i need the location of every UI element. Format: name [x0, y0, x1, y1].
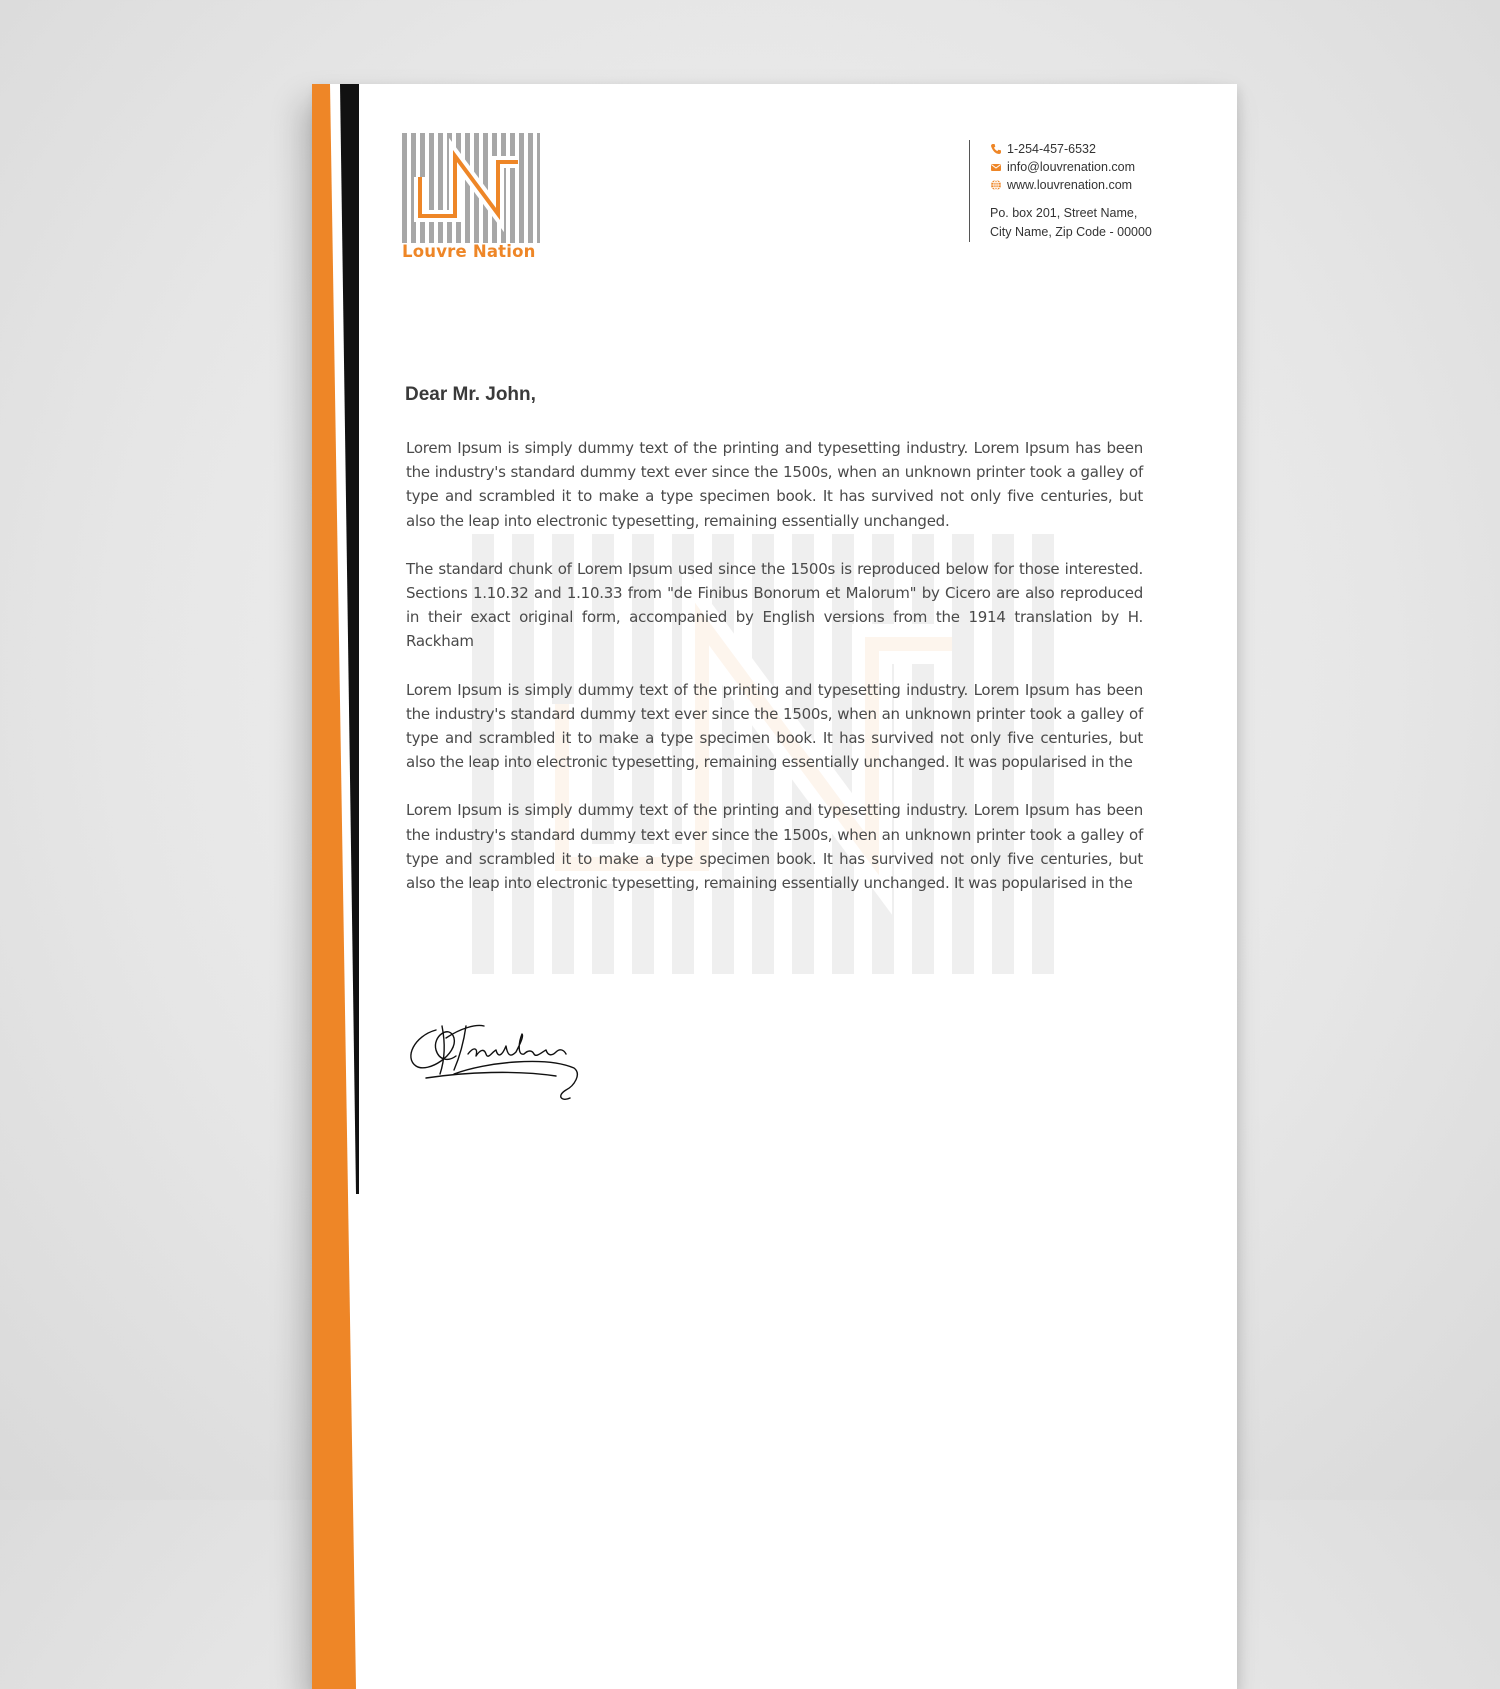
louvre-logo-icon: [400, 132, 540, 244]
paragraph: Lorem Ipsum is simply dummy text of the printing and typesetting industry. Lorem Ipsum has been the industry's standard dummy text ever since the 1500s, when an unknown printer took a galley of type and scrambled it to make a type specimen book. It has survived not only five centuries, but also the leap into electronic typesetting, remaining essentially unchanged. It was popularised in the: [406, 801, 1143, 893]
phone-number[interactable]: 1-254-457-6532: [1007, 142, 1096, 156]
side-stripes: [312, 84, 372, 1689]
website-url[interactable]: www.louvrenation.com: [1007, 178, 1133, 192]
globe-icon: [990, 179, 1002, 191]
postal-address: [990, 204, 1190, 242]
address-line-1: Po. box 201, Street Name,: [990, 206, 1138, 220]
signature: [406, 1016, 586, 1106]
phone-icon: [990, 143, 1002, 155]
contact-email: [990, 158, 1190, 176]
brand-name: Louvre Nation: [402, 242, 536, 261]
letter-body: [406, 436, 1143, 919]
email-icon: [990, 161, 1002, 173]
contact-website: [990, 176, 1190, 194]
brand-logo: [400, 132, 542, 244]
email-address[interactable]: info@louvrenation.com: [1007, 160, 1136, 174]
paragraph: Lorem Ipsum is simply dummy text of the printing and typesetting industry. Lorem Ipsum has been the industry's standard dummy text ever since the 1500s, when an unknown printer took a galley of type and scrambled it to make a type specimen book. It has survived not only five centuries, but also the leap into electronic typesetting, remaining essentially unchanged. It was popularised in the: [406, 680, 1143, 772]
paragraph: The standard chunk of Lorem Ipsum used since the 1500s is reproduced below for those interested. Sections 1.10.32 and 1.10.33 from "de Finibus Bonorum et Malorum" by Cicero are also reproduced in their exact original form, accompanied by English versions from the 1914 translation by H. Rackham: [406, 559, 1143, 651]
contact-block: [969, 140, 1190, 242]
salutation: Dear Mr. John,: [405, 384, 536, 405]
contact-phone: [990, 140, 1190, 158]
letterhead-sheet: [312, 84, 1237, 1689]
paragraph: Lorem Ipsum is simply dummy text of the printing and typesetting industry. Lorem Ipsum has been the industry's standard dummy text ever since the 1500s, when an unknown printer took a galley of type and scrambled it to make a type specimen book. It has survived not only five centuries, but also the leap into electronic typesetting, remaining essentially unchanged.: [406, 439, 1143, 530]
address-line-2: City Name, Zip Code - 00000: [990, 225, 1152, 239]
